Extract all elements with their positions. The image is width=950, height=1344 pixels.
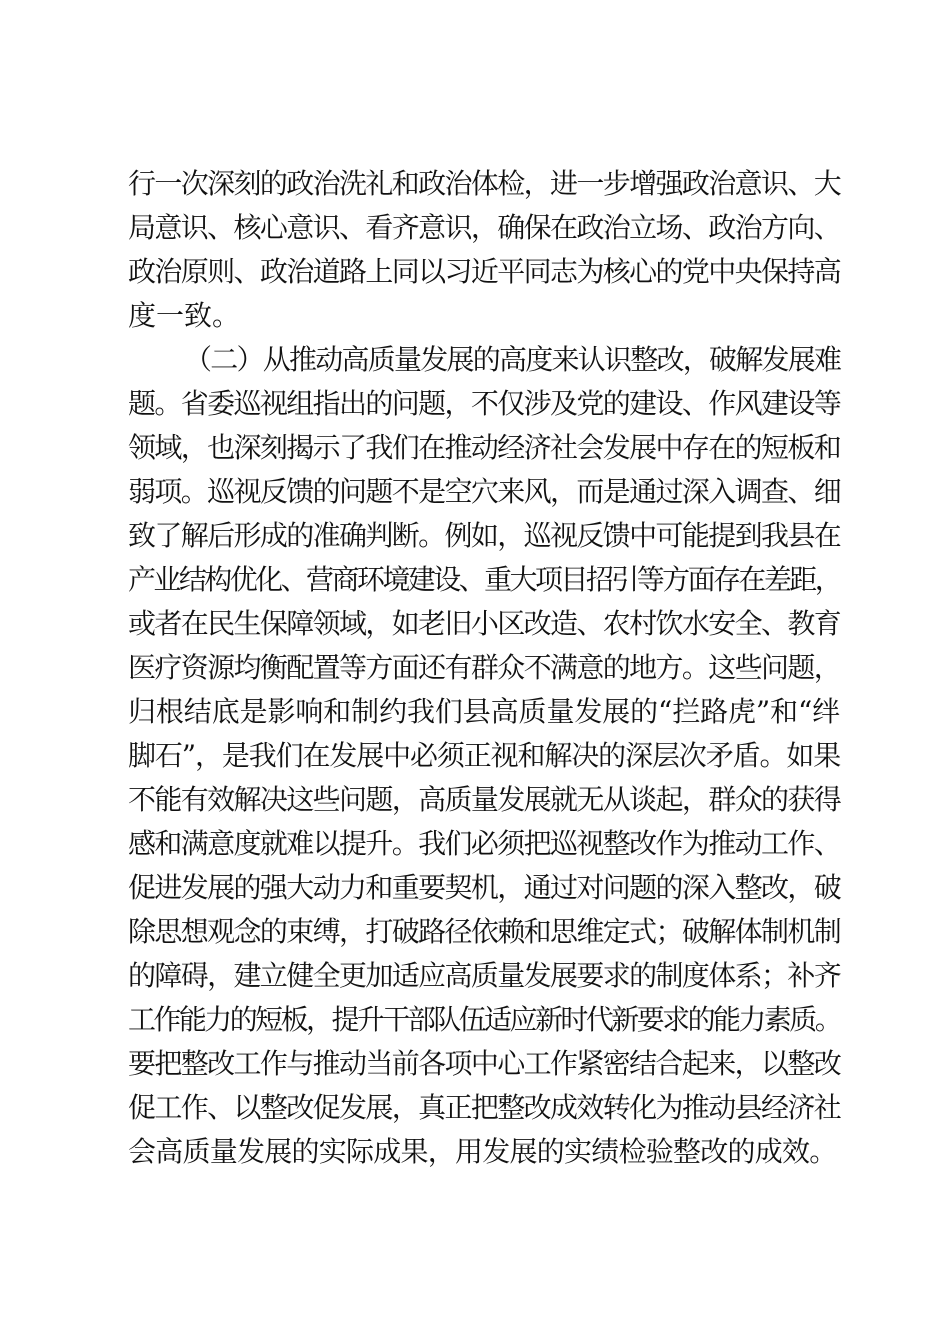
text-line: 不能有效解决这些问题，高质量发展就无从谈起，群众的获得	[128, 783, 840, 816]
text-line: 政治原则、政治道路上同以习近平同志为核心的党中央保持高	[128, 255, 840, 288]
text-line: 医疗资源均衡配置等方面还有群众不满意的地方。这些问题，	[128, 651, 840, 684]
text-line: 归根结底是影响和制约我们县高质量发展的“拦路虎”和“绊	[128, 695, 840, 728]
text-line: 会高质量发展的实际成果，用发展的实绩检验整改的成效。	[128, 1135, 837, 1168]
text-line: 除思想观念的束缚，打破路径依赖和思维定式；破解体制机制	[128, 915, 840, 948]
text-line: 感和满意度就难以提升。我们必须把巡视整改作为推动工作、	[128, 827, 840, 860]
text-line: 或者在民生保障领域，如老旧小区改造、农村饮水安全、教育	[128, 607, 840, 640]
text-line: 题。省委巡视组指出的问题，不仅涉及党的建设、作风建设等	[128, 387, 840, 420]
text-line: 促进发展的强大动力和重要契机，通过对问题的深入整改，破	[128, 871, 840, 904]
text-line: 度一致。	[128, 299, 241, 332]
section-heading-line: （二）从推动高质量发展的高度来认识整改，破解发展难	[184, 343, 841, 376]
text-line: 脚石”，是我们在发展中必须正视和解决的深层次矛盾。如果	[128, 739, 840, 772]
text-line: 要把整改工作与推动当前各项中心工作紧密结合起来，以整改	[128, 1047, 840, 1080]
text-line: 致了解后形成的准确判断。例如，巡视反馈中可能提到我县在	[128, 519, 840, 552]
text-line: 产业结构优化、营商环境建设、重大项目招引等方面存在差距，	[128, 563, 840, 596]
text-line: 促工作、以整改促发展，真正把整改成效转化为推动县经济社	[128, 1091, 840, 1124]
text-line: 局意识、核心意识、看齐意识，确保在政治立场、政治方向、	[128, 211, 840, 244]
text-line: 的障碍，建立健全更加适应高质量发展要求的制度体系；补齐	[128, 959, 840, 992]
text-line: 行一次深刻的政治洗礼和政治体检，进一步增强政治意识、大	[128, 167, 840, 200]
text-line: 工作能力的短板，提升干部队伍适应新时代新要求的能力素质。	[128, 1003, 840, 1036]
text-line: 弱项。巡视反馈的问题不是空穴来风，而是通过深入调查、细	[128, 475, 840, 508]
text-line: 领域，也深刻揭示了我们在推动经济社会发展中存在的短板和	[128, 431, 840, 464]
